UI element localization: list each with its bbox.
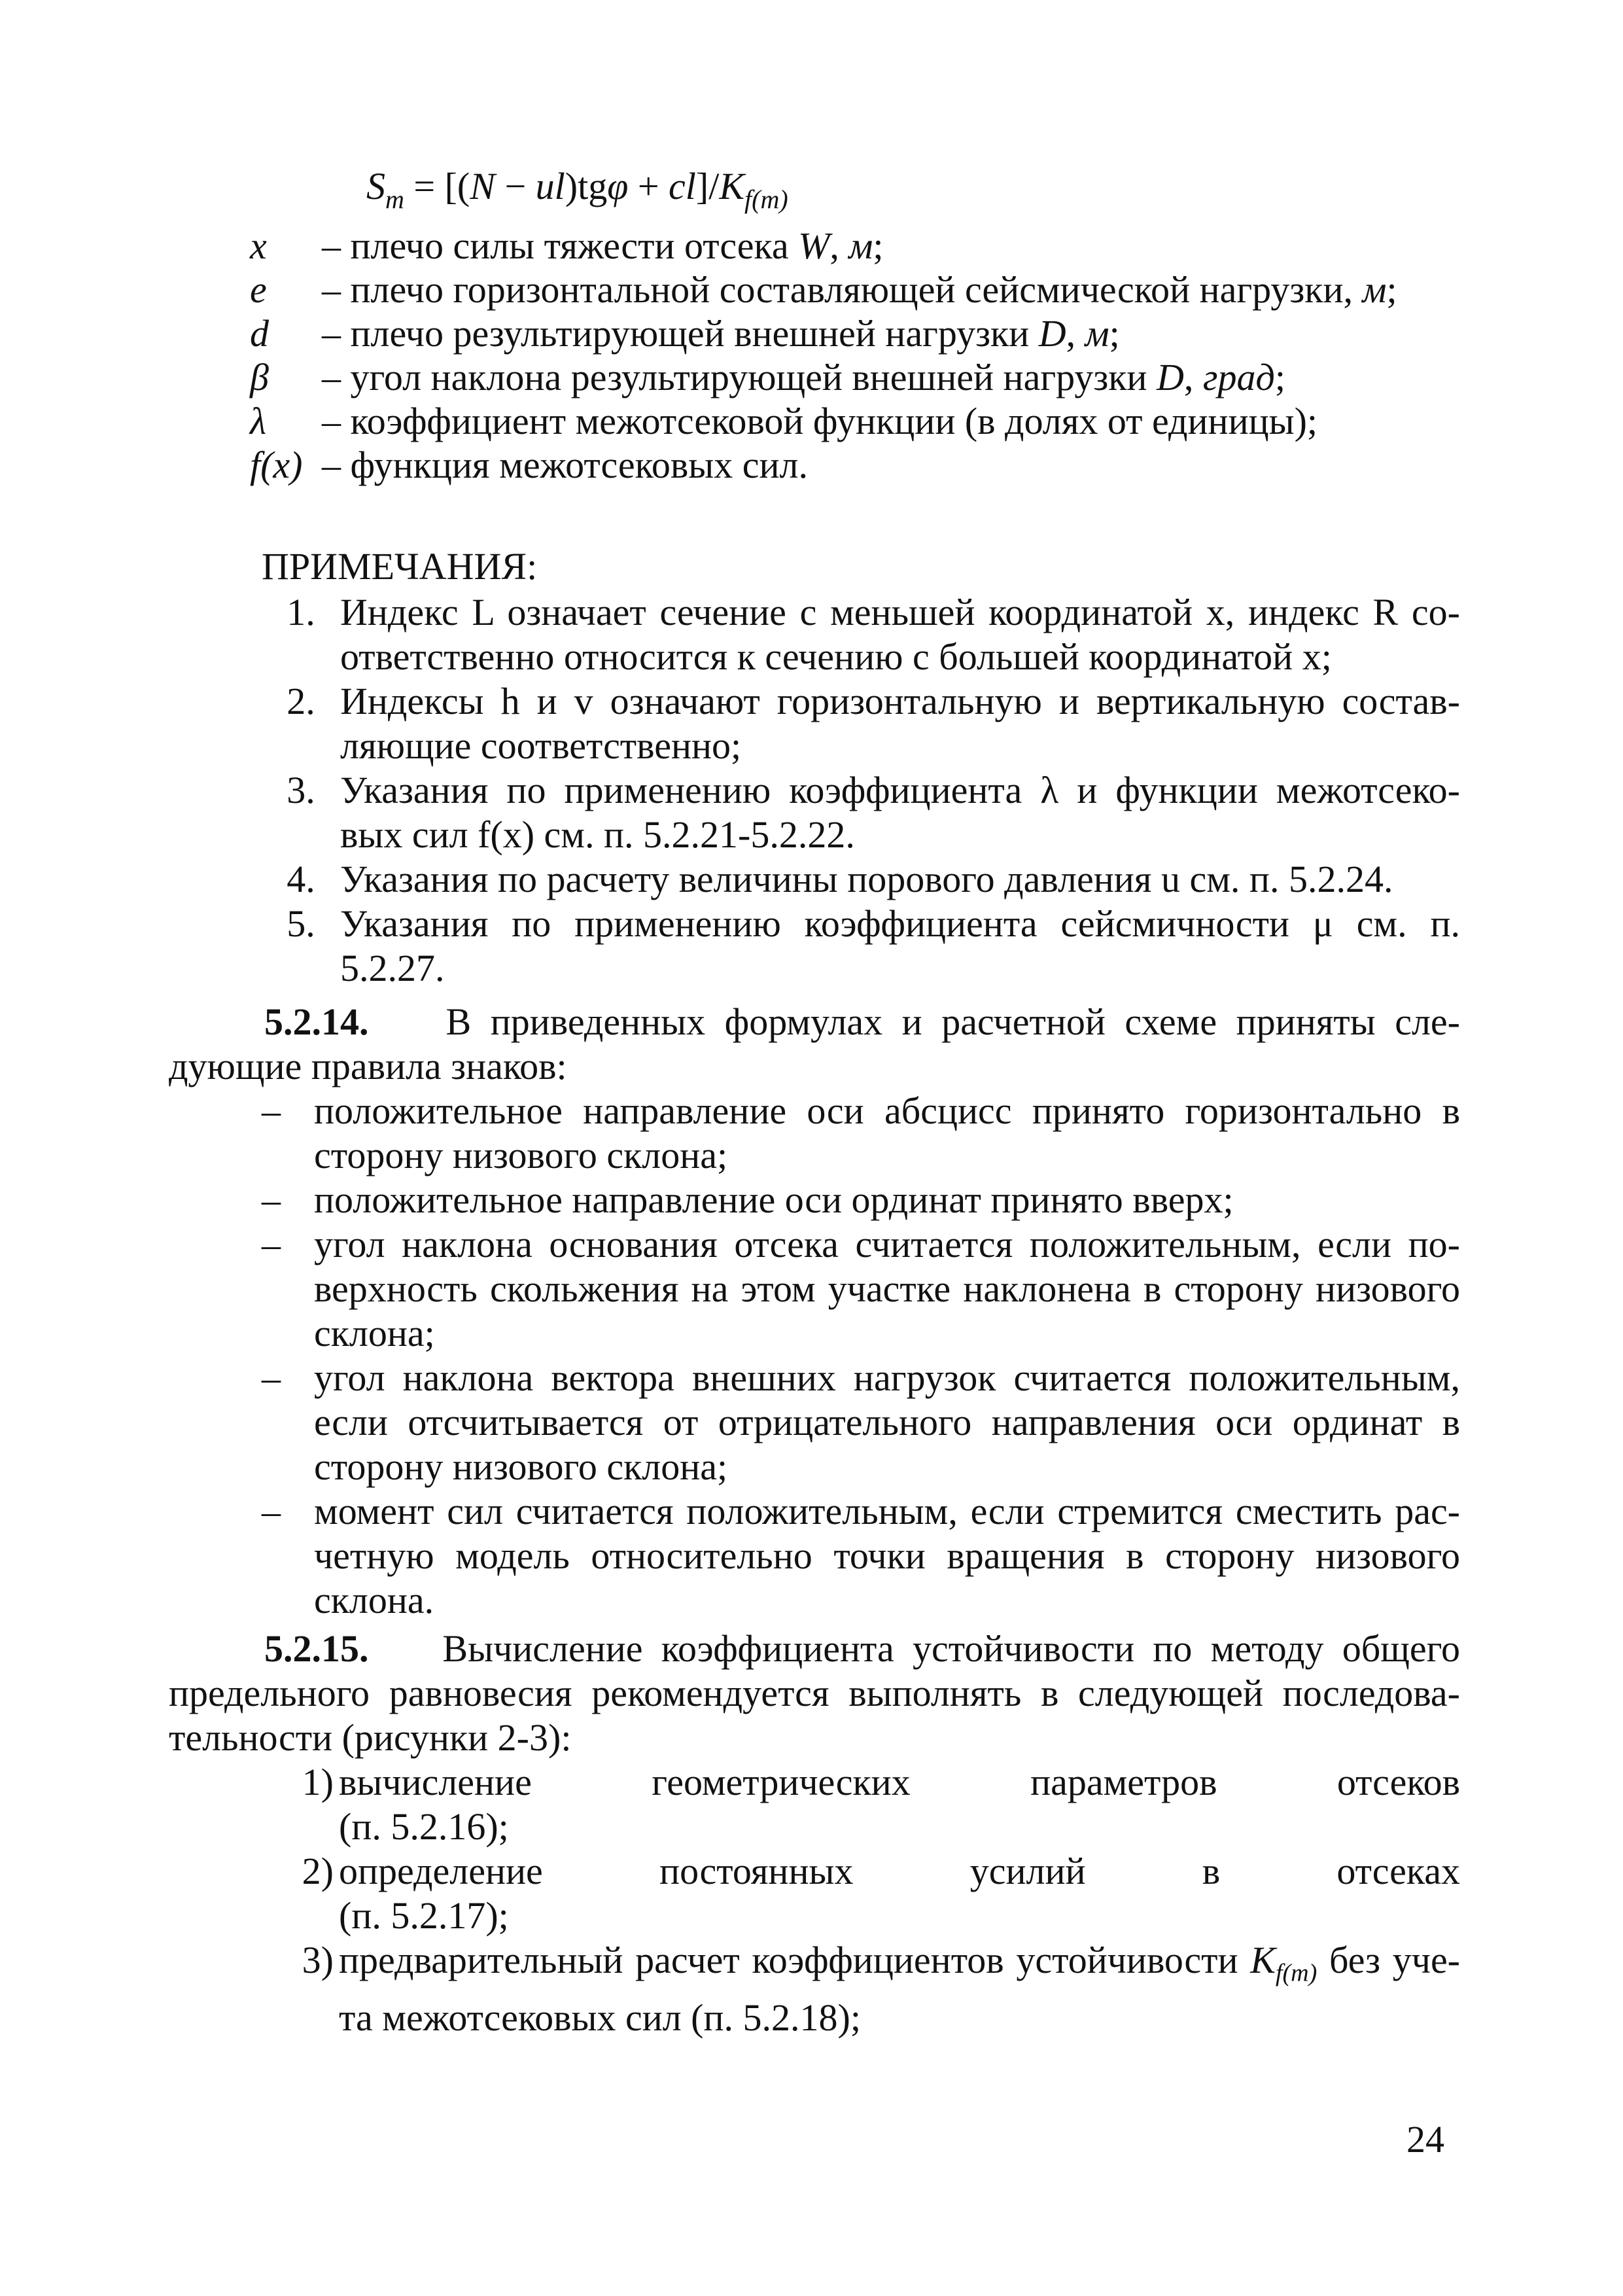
section-5-2-15 xyxy=(169,1627,1460,1760)
definition-row xyxy=(250,311,1460,355)
dash-bullet: – xyxy=(262,1089,281,1132)
formula-minus: − xyxy=(495,165,536,207)
step-text: вычисление геометрических параметров отсеков (п. 5.2.16); xyxy=(339,1761,1460,1848)
note-number: 1. xyxy=(287,591,315,633)
list-item xyxy=(262,1089,1460,1178)
note-item xyxy=(262,590,1460,679)
step-item xyxy=(262,1849,1460,1938)
note-text: Указания по расчету величины порового давления u см. п. 5.2.24. xyxy=(340,858,1393,900)
note-number: 3. xyxy=(287,769,315,811)
definition-text: – плечо силы тяжести отсека W, м; xyxy=(322,224,884,267)
formula-symbol-k: K xyxy=(719,165,745,207)
list-item-text: угол наклона вектора внешних нагрузок считается положительным, если отсчитывается от отрицательного направления оси ординат в сторону низового склона; xyxy=(314,1356,1460,1488)
list-item xyxy=(262,1489,1460,1623)
step-item xyxy=(262,1760,1460,1849)
note-item xyxy=(262,902,1460,991)
note-item xyxy=(262,679,1460,768)
section-number: 5.2.14. xyxy=(264,1000,369,1043)
formula-symbol-l: l xyxy=(554,165,565,207)
formula-symbol-u: u xyxy=(535,165,555,207)
list-item-text: положительное направление оси ординат принято вверх; xyxy=(314,1178,1234,1221)
note-number: 5. xyxy=(287,902,315,945)
section-text: В приведенных формулах и расчетной схеме приняты сле-дующие правила знаков: xyxy=(169,1000,1460,1087)
list-item-text: угол наклона основания отсека считается положительным, если по-верхность скольжения на этом участке наклонена в сторону низового склона; xyxy=(314,1223,1460,1354)
step-number: 2) xyxy=(302,1850,334,1892)
definition-row xyxy=(250,355,1460,399)
step-item xyxy=(262,1938,1460,2040)
section-number: 5.2.15. xyxy=(264,1627,369,1670)
formula-close-paren: ) xyxy=(565,165,578,207)
note-text: Индекс L означает сечение с меньшей координатой x, индекс R со-ответственно относится к сечению с большей координатой x; xyxy=(340,591,1460,678)
formula-equals: = xyxy=(404,165,445,207)
section-5-2-14 xyxy=(169,1000,1460,1089)
formula-subscript-m: m xyxy=(385,185,404,214)
formula-symbol-n: N xyxy=(470,165,495,207)
dash-bullet: – xyxy=(262,1356,281,1399)
list-item xyxy=(262,1222,1460,1356)
dash-bullet: – xyxy=(262,1223,281,1265)
notes-title: ПРИМЕЧАНИЯ: xyxy=(262,545,538,588)
definition-symbol: e xyxy=(250,268,267,311)
formula-symbol-c: c xyxy=(669,165,686,207)
definition-text: – коэффициент межотсековой функции (в долях от единицы); xyxy=(322,400,1318,442)
section-text: Вычисление коэффициента устойчивости по методу общего предельного равновесия рекомендуется выполнять в следующей последова-тельности (рисунки 2-3): xyxy=(169,1627,1460,1759)
note-text: Указания по применению коэффициента сейсмичности μ см. п. 5.2.27. xyxy=(340,902,1460,989)
page-number: 24 xyxy=(1406,2118,1444,2161)
step-text: определение постоянных усилий в отсеках (п. 5.2.17); xyxy=(339,1850,1460,1937)
formula-open-bracket: [( xyxy=(444,165,470,207)
step-number: 1) xyxy=(302,1761,334,1803)
definition-text: – функция межотсековых сил. xyxy=(322,444,808,486)
definition-text: – угол наклона результирующей внешней нагрузки D, град; xyxy=(322,356,1285,398)
note-text: Индексы h и v означают горизонтальную и вертикальную состав-ляющие соответственно; xyxy=(340,680,1460,767)
definition-symbol: d xyxy=(250,312,269,355)
note-number: 2. xyxy=(287,680,315,722)
list-item xyxy=(262,1178,1460,1222)
formula-symbol-l2: l xyxy=(685,165,696,207)
definition-row xyxy=(250,399,1460,443)
formula-subscript-fm: f(m) xyxy=(744,185,788,214)
symbol-definitions xyxy=(250,224,1460,487)
definition-symbol: β xyxy=(250,356,269,398)
formula-symbol-phi: φ xyxy=(607,165,629,207)
formula-plus: + xyxy=(628,165,669,207)
definition-row xyxy=(250,268,1460,311)
dash-bullet: – xyxy=(262,1178,281,1221)
note-item xyxy=(262,857,1460,902)
sign-rules-list xyxy=(262,1089,1460,1623)
note-item xyxy=(262,768,1460,857)
formula-tg: tg xyxy=(578,165,608,207)
definition-symbol: f(x) xyxy=(250,444,303,486)
list-item-text: положительное направление оси абсцисс принято горизонтально в сторону низового склона; xyxy=(314,1089,1460,1176)
definition-symbol: λ xyxy=(250,400,267,442)
formula-symbol-s: S xyxy=(366,165,385,207)
note-number: 4. xyxy=(287,858,315,900)
step-text: предварительный расчет коэффициентов устойчивости $K_{f(m)}$ без уче-та межотсековых сил (п. 5.2.18); xyxy=(339,1939,1460,2039)
definition-row xyxy=(250,224,1460,268)
list-item xyxy=(262,1356,1460,1489)
definition-row xyxy=(250,443,1460,487)
list-item-text: момент сил считается положительным, если стремится сместить рас-четную модель относительно точки вращения в сторону низового склона. xyxy=(314,1490,1460,1621)
notes-list xyxy=(262,590,1460,991)
procedure-steps xyxy=(262,1760,1460,2040)
formula-sm xyxy=(366,164,788,222)
definition-text: – плечо горизонтальной составляющей сейсмической нагрузки, м; xyxy=(322,268,1397,311)
step-number: 3) xyxy=(302,1939,334,1981)
definition-symbol: x xyxy=(250,224,267,267)
dash-bullet: – xyxy=(262,1490,281,1532)
definition-text: – плечо результирующей внешней нагрузки D, м; xyxy=(322,312,1120,355)
formula-close-bracket: ]/ xyxy=(695,165,720,207)
note-text: Указания по применению коэффициента λ и функции межотсеко-вых сил f(x) см. п. 5.2.21-5.2.22. xyxy=(340,769,1460,856)
